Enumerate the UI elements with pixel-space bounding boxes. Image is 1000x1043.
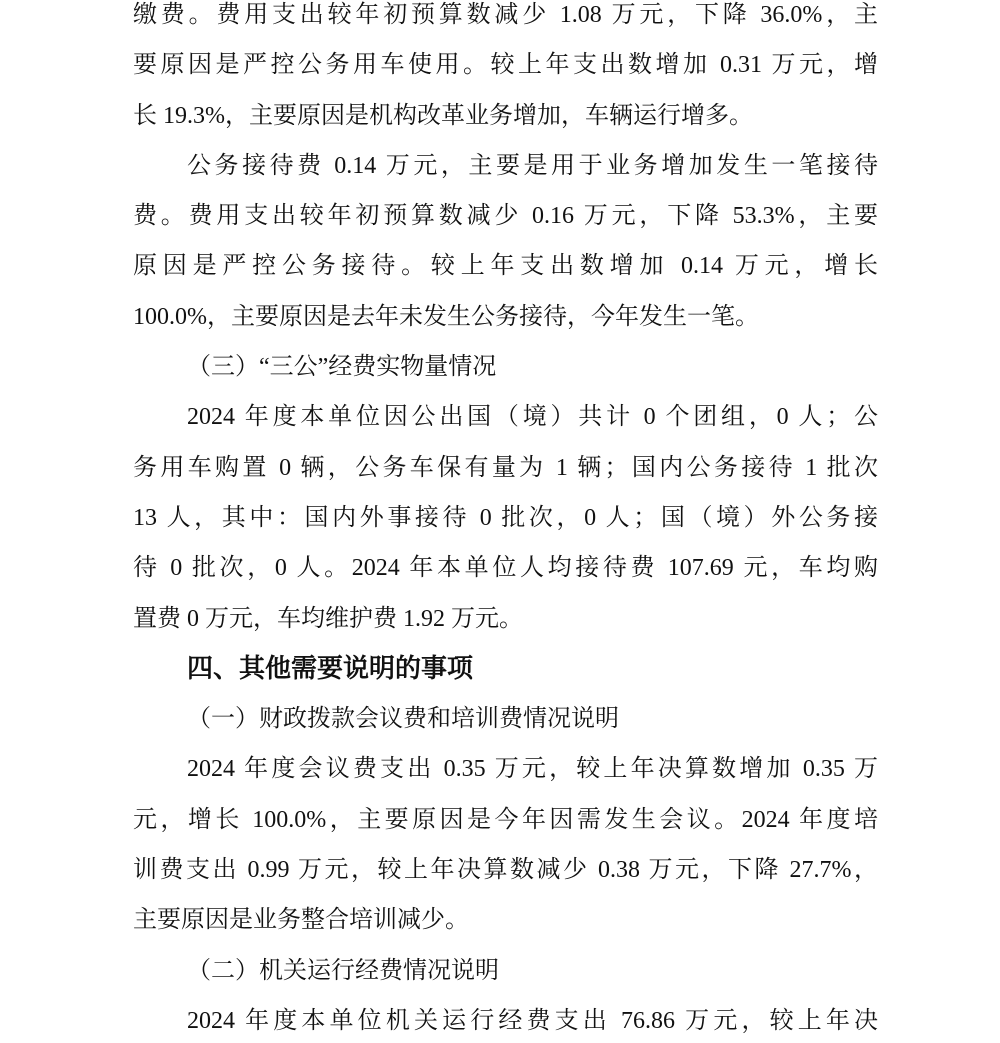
para-meeting-and-training-detail (133, 744, 878, 945)
heading-4-2-operating-expenses (133, 946, 878, 996)
text-line: 2024 年度本单位因公出国（境）共计 0 个团组，0 人；公 (187, 404, 878, 431)
text-line: 主要原因是业务整合培训减少。 (133, 907, 469, 934)
text-line: 要原因是严控公务用车使用。较上年支出数增加 0.31 万元，增 (133, 52, 878, 79)
heading-section-3-physical-quantity (133, 342, 878, 392)
document-body (133, 0, 878, 1043)
text-line: 置费 0 万元，车均维护费 1.92 万元。 (133, 605, 523, 632)
text-line: 公务接待费 0.14 万元，主要是用于业务增加发生一笔接待 (187, 152, 878, 179)
text-line: 四、其他需要说明的事项 (187, 653, 474, 684)
text-line: 13 人，其中：国内外事接待 0 批次，0 人；国（境）外公务接 (133, 504, 878, 531)
text-line: 2024 年度本单位机关运行经费支出 76.86 万元，较上年决 (187, 1007, 878, 1034)
para-official-reception-expense (133, 141, 878, 342)
heading-section-4-other-matters (133, 644, 878, 694)
para-operating-expenses-detail (133, 996, 878, 1043)
text-line: 缴费。费用支出较年初预算数减少 1.08 万元，下降 36.0%，主 (133, 2, 878, 28)
text-line: 原因是严控公务接待。较上年支出数增加 0.14 万元，增长 (133, 253, 878, 280)
heading-4-1-meeting-and-training-fees (133, 694, 878, 744)
text-line: （一）财政拨款会议费和培训费情况说明 (187, 706, 619, 733)
text-line: 费。费用支出较年初预算数减少 0.16 万元，下降 53.3%，主要 (133, 203, 878, 230)
para-official-vehicle-expense-continued (133, 0, 878, 141)
text-line: 元，增长 100.0%，主要原因是今年因需发生会议。2024 年度培 (133, 806, 878, 833)
para-physical-quantity-detail (133, 392, 878, 643)
text-line: 待 0 批次，0 人。2024 年本单位人均接待费 107.69 元，车均购 (133, 555, 878, 582)
text-line: 长 19.3%，主要原因是机构改革业务增加，车辆运行增多。 (133, 102, 753, 129)
text-line: （三）“三公”经费实物量情况 (187, 354, 497, 381)
text-line: 2024 年度会议费支出 0.35 万元，较上年决算数增加 0.35 万 (187, 756, 878, 783)
text-line: 100.0%，主要原因是去年未发生公务接待，今年发生一笔。 (133, 303, 759, 330)
text-line: 训费支出 0.99 万元，较上年决算数减少 0.38 万元，下降 27.7%， (133, 857, 878, 884)
text-line: （二）机关运行经费情况说明 (187, 957, 499, 984)
text-line: 务用车购置 0 辆，公务车保有量为 1 辆；国内公务接待 1 批次 (133, 454, 878, 481)
